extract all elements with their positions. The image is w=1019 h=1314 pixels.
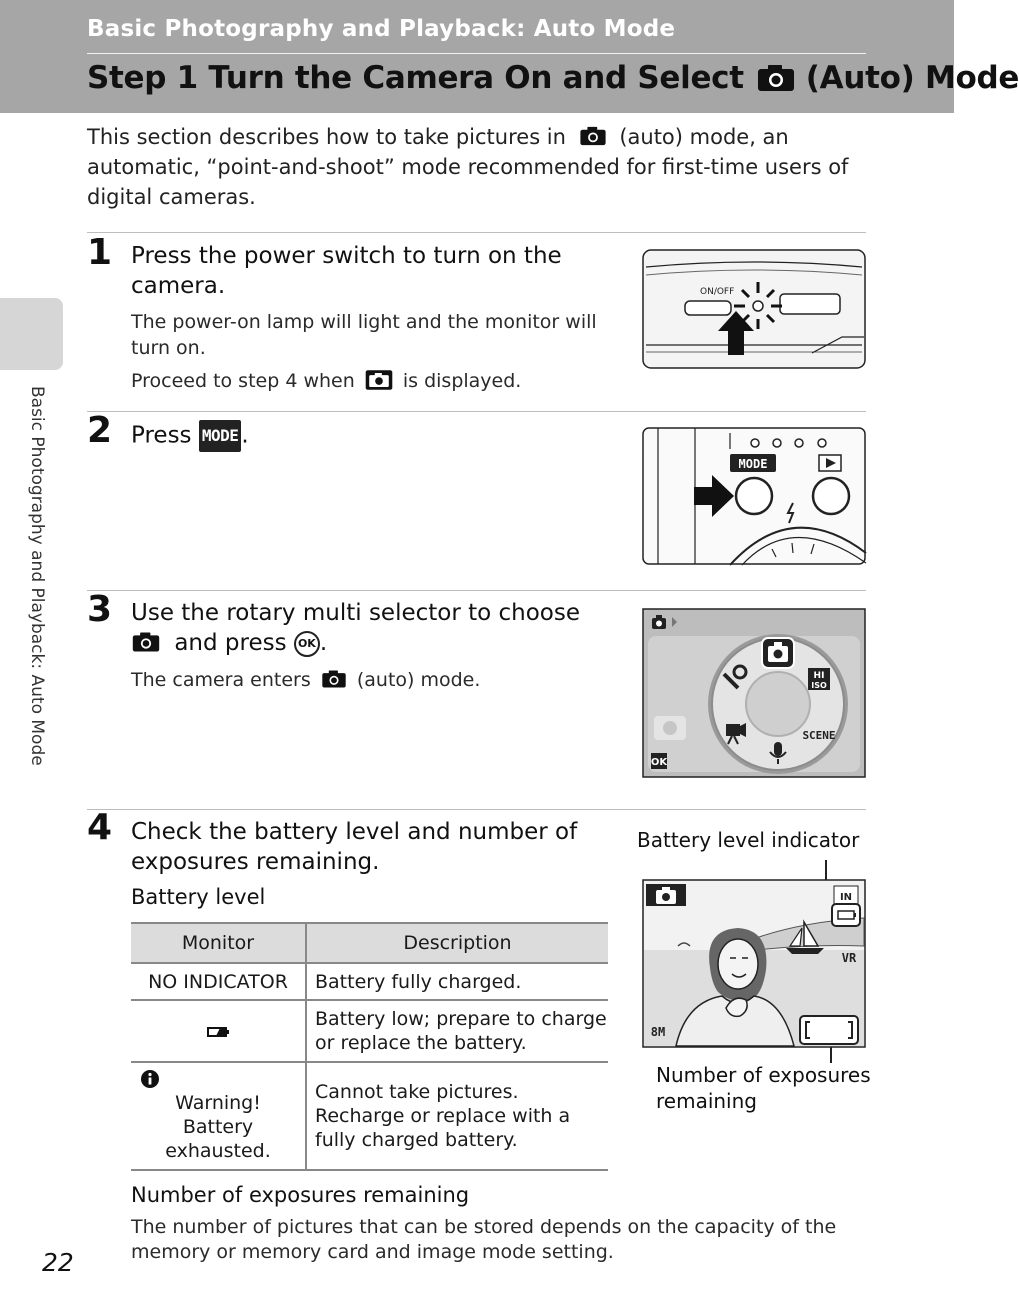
step-heading-pre: Use the rotary multi selector to choose (131, 600, 581, 626)
page-number: 22 (42, 1248, 74, 1277)
multi-selector-center (746, 672, 810, 736)
camera-auto-icon (756, 63, 796, 93)
side-tab (0, 298, 63, 370)
header-rule (87, 53, 866, 54)
mode-label: MODE (738, 457, 768, 471)
step-divider (87, 232, 866, 233)
scene-label: SCENE (802, 729, 836, 742)
exposures-callout: Number of exposures remaining (656, 1063, 871, 1113)
camera-auto-icon (579, 125, 607, 147)
hi-label: HI (813, 671, 825, 681)
step-divider (87, 590, 866, 591)
step-body-post: is displayed. (402, 370, 522, 392)
step-body: The power-on lamp will light and the monitor will turn on. (131, 311, 597, 359)
playback-button (813, 478, 849, 514)
image-mode-label: 8M (650, 1025, 666, 1039)
step-heading (131, 598, 621, 658)
camera-auto-icon (321, 669, 347, 689)
battery-level-title: Battery level (131, 885, 266, 909)
monitor-cell (131, 1000, 306, 1062)
step-heading (131, 420, 611, 452)
page-title (87, 60, 1019, 96)
step-body-pre: Proceed to step 4 when (131, 370, 355, 392)
mode-button-illustration (642, 427, 866, 565)
description-cell: Battery low; prepare to charge or replace the battery. (306, 1000, 608, 1062)
step-heading: Check the battery level and number of exposures remaining. (131, 819, 578, 875)
table-row (131, 1062, 608, 1170)
step-heading-post: . (319, 630, 328, 656)
description-cell: Cannot take pictures. Recharge or replace with a fully charged battery. (306, 1062, 608, 1170)
iso-label: ISO (811, 681, 827, 690)
step-body-post: (auto) mode. (356, 669, 481, 691)
step-divider (87, 411, 866, 412)
internal-memory-label: IN (839, 892, 853, 903)
camera-auto-icon (365, 369, 393, 391)
battery-level-table (131, 922, 608, 1171)
camera-faded-icon (654, 716, 686, 740)
step-body-pre: The camera enters (131, 669, 311, 691)
intro-paragraph (87, 122, 877, 212)
power-switch-illustration (642, 249, 866, 369)
table-row (131, 1000, 608, 1062)
step-divider (87, 809, 866, 810)
monitor-cell (131, 1062, 306, 1170)
column-header-monitor: Monitor (131, 923, 306, 963)
monitor-illustration (642, 860, 866, 1050)
mode-button-icon: MODE (199, 420, 242, 452)
side-tab-label: Basic Photography and Playback: Auto Mode (27, 386, 47, 766)
step-heading-mid: and press (174, 630, 287, 656)
ok-indicator: OK (650, 757, 668, 768)
step-heading-pre: Press (131, 422, 192, 449)
step-body (131, 667, 601, 693)
exposures-title: Number of exposures remaining (131, 1183, 470, 1207)
step-number: 1 (87, 232, 113, 273)
column-header-description: Description (306, 923, 608, 963)
mode-selector-illustration (642, 608, 866, 778)
step-heading: Press the power switch to turn on the camera. (131, 243, 562, 299)
on-off-label: ON/OFF (700, 287, 735, 297)
table-header-row (131, 923, 608, 963)
table-row (131, 963, 608, 1000)
step-heading-post: . (241, 422, 249, 449)
vr-label: VR (841, 951, 857, 965)
battery-indicator-icon (838, 911, 856, 919)
mode-button (736, 478, 772, 514)
intro-part2: (auto) mode, an automatic, “point-and-shoot” mode recommended for first-time users of digital cameras. (87, 125, 849, 209)
step-body (131, 368, 601, 394)
camera-auto-icon (131, 631, 161, 653)
battery-indicator-callout: Battery level indicator (637, 828, 860, 852)
step-number: 3 (87, 589, 113, 630)
warning-info-icon (140, 1069, 160, 1089)
ok-button-icon: OK (294, 631, 320, 657)
description-cell: Battery fully charged. (306, 963, 608, 1000)
monitor-cell: NO INDICATOR (131, 963, 306, 1000)
page-title-pre: Step 1 Turn the Camera On and Select (87, 60, 744, 96)
page-title-post: (Auto) Mode (805, 60, 1019, 96)
exposures-counter-box (800, 1016, 858, 1044)
step-number: 4 (87, 807, 113, 848)
exposures-text: The number of pictures that can be stored depends on the capacity of the memory or memory card and image mode setting. (131, 1216, 837, 1263)
intro-part1: This section describes how to take pictures in (87, 125, 566, 149)
section-title: Basic Photography and Playback: Auto Mode (87, 16, 676, 42)
step-number: 2 (87, 410, 113, 451)
battery-low-icon (206, 1025, 230, 1039)
warning-text: Warning! Battery exhausted. (165, 1092, 271, 1162)
